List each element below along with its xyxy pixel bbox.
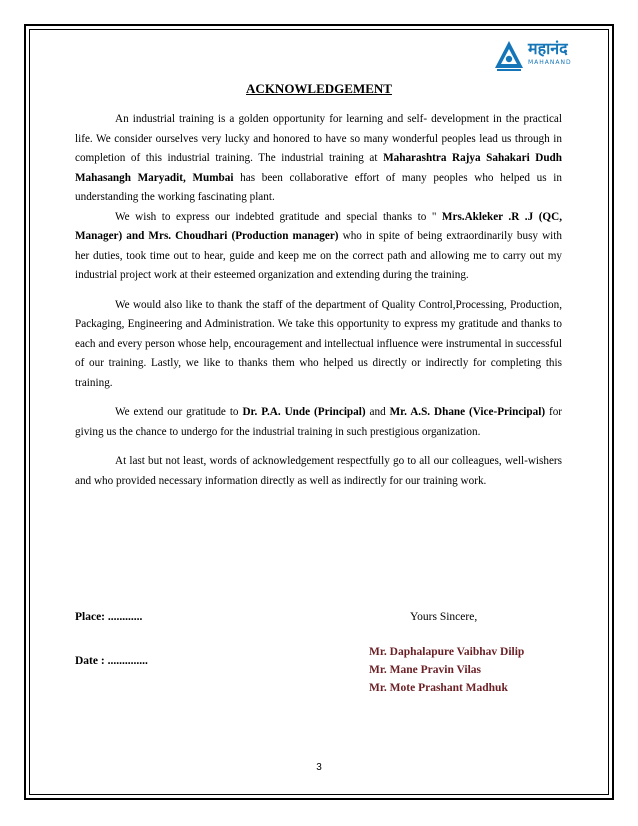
signer-2: Mr. Mane Pravin Vilas xyxy=(369,664,482,676)
signer-1: Mr. Daphalapure Vaibhav Dilip xyxy=(369,646,525,658)
logo-emblem-icon xyxy=(494,40,524,72)
paragraph-2 xyxy=(75,208,562,286)
signatories xyxy=(369,643,524,697)
p2-text-2: who in spite of being extraordinarily busy with her duties, took time out to hear, guide and keep me on the correct path and allowing me to carry out my industrial project work at their esteemed organization and extending during the training. xyxy=(75,230,562,281)
paragraph-4 xyxy=(75,403,562,442)
page-number: 3 xyxy=(316,762,322,773)
p4-bold-2: Mr. A.S. Dhane (Vice-Principal) xyxy=(389,406,546,418)
p1-text-1: An industrial training is a golden opportunity for learning and self- development in the practical life. We consider ourselves very lucky and honored to have so many wonderful peoples lead us through in completion of this industrial training. The industrial training at xyxy=(75,113,562,164)
paragraph-3: We would also like to thank the staff of the department of Quality Control,Processing, Production, Packaging, Engineering and Administration. We take this opportunity to express my gratitude and thanks to each and every person whose help, encouragement and intellectual influence were instrumental in successful of our training. Lastly, we like to thanks them who helped us directly or indirectly for completing this training. xyxy=(75,298,562,389)
mahanand-logo xyxy=(494,40,594,74)
p1-text-2: has been collaborative effort of many peoples who helped us in understanding the working fascinating plant. xyxy=(75,171,563,203)
logo-subtext: MAHANAND xyxy=(528,59,572,66)
logo-devanagari-text: महानंद xyxy=(528,39,568,58)
p2-bold-1: Mrs.Akleker .R .J (QC, Manager) and Mrs. Choudhari (Production manager) xyxy=(75,210,562,242)
paragraph-5: At last but not least, words of acknowledgement respectfully go to all our colleagues, well-wishers and who provided necessary information directly as well as indirectly for our training work. xyxy=(75,455,562,487)
p4-text-3: for giving us the chance to undergo for the industrial training in such prestigious organization. xyxy=(75,406,563,438)
p4-text-2: and xyxy=(365,406,390,418)
p4-text-1: We extend our gratitude to xyxy=(115,406,243,418)
page-title: ACKNOWLEDGEMENT xyxy=(246,81,392,96)
p1-bold-1: Maharashtra Rajya Sahakari Dudh Mahasangh Maryadit, Mumbai xyxy=(75,152,562,184)
paragraph-1 xyxy=(75,110,562,208)
signer-3: Mr. Mote Prashant Madhuk xyxy=(369,682,508,694)
place-line: Place: ............ xyxy=(75,611,143,623)
date-line: Date : .............. xyxy=(75,655,148,667)
closing-salutation: Yours Sincere, xyxy=(410,611,478,623)
p4-bold-1: Dr. P.A. Unde (Principal) xyxy=(242,406,366,418)
p2-text-1: We wish to express our indebted gratitude and special thanks to " xyxy=(115,210,442,223)
acknowledgement-body xyxy=(75,110,562,491)
